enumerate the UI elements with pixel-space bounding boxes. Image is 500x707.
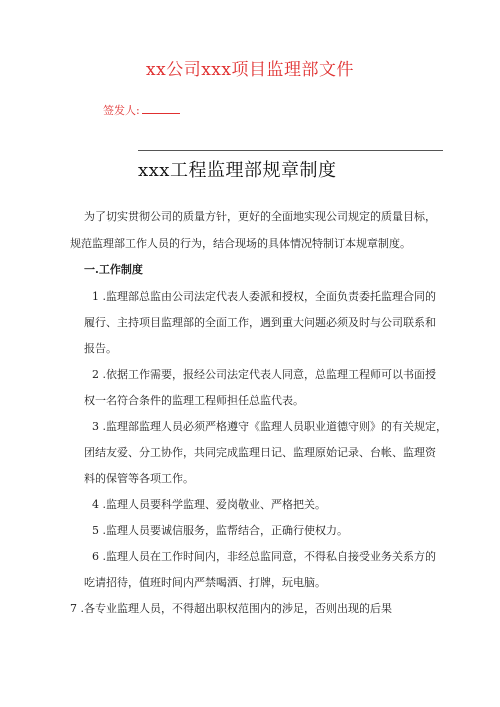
signer-blank [142, 103, 180, 114]
item-4-line-1: 4 .监理人员要科学监理、爱岗敬业、严格把关。 [92, 498, 326, 511]
item-6-line-2: 吃请招待，值班时间内严禁喝酒、打牌，玩电脑。 [84, 576, 326, 589]
item-6-line-1: 6 .监理人员在工作时间内，非经总监同意，不得私自接受业务关系方的 [92, 550, 436, 563]
intro-line-2: 规范监理部工作人员的行为，结合现场的具体情况特制订本规章制度。 [70, 237, 411, 250]
signer-line [103, 102, 180, 118]
item-5-line-1: 5 .监理人员要诚信服务，监帮结合，正确行使权力。 [92, 524, 348, 537]
item-1-line-3: 报告。 [84, 342, 117, 355]
item-2-line-1: 2 .依据工作需要，报经公司法定代表人同意，总监理工程师可以书面授 [92, 368, 436, 381]
document-title: xx公司xxx项目监理部文件 [146, 60, 354, 80]
item-7-line-1: 7 .各专业监理人员，不得超出职权范围内的涉足，否则出现的后果 [70, 602, 392, 615]
section-title: 一.工作制度 [84, 263, 143, 276]
document-heading: xxx工程监理部规章制度 [138, 160, 337, 181]
item-3-line-1: 3 .监理部监理人员必须严格遵守《监理人员职业道德守则》的有关规定， [92, 420, 447, 433]
item-3-line-3: 料的保管等各项工作。 [84, 472, 194, 485]
item-2-line-2: 权一名符合条件的监理工程师担任总监代表。 [84, 394, 304, 407]
item-3-line-2: 团结友爱、分工协作，共同完成监理日记、监理原始记录、台帐、监理资 [84, 446, 436, 459]
intro-line-1: 为了切实贯彻公司的质量方针，更好的全面地实现公司规定的质量目标， [84, 210, 436, 223]
header-rule [138, 150, 443, 151]
signer-label: 签发人: [103, 104, 140, 117]
item-1-line-2: 履行、主持项目监理部的全面工作，遇到重大问题必须及时与公司联系和 [84, 316, 436, 329]
item-1-line-1: 1 .监理部总监由公司法定代表人委派和授权，全面负责委托监理合同的 [92, 290, 436, 303]
